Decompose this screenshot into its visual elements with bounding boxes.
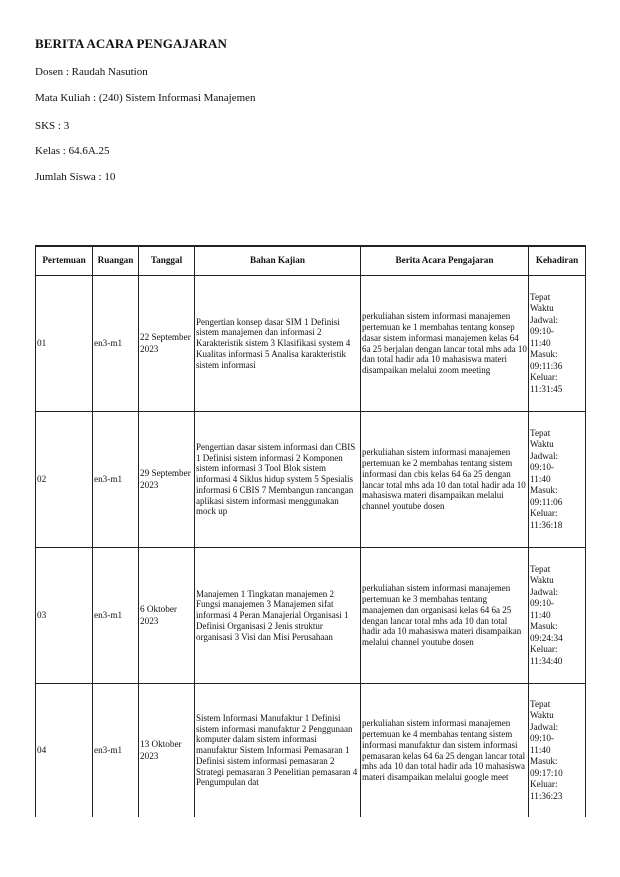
cell-kehadiran <box>529 412 586 548</box>
cell-ruangan: en3-m1 <box>93 276 139 412</box>
table-row <box>36 412 586 548</box>
kehadiran-line: Keluar: <box>530 779 558 790</box>
kehadiran-line: Masuk: <box>530 349 558 360</box>
cell-berita-acara: perkuliahan sistem informasi manajemen pertemuan ke 1 membahas tentang konsep dasar sistem informasi manajemen kelas 64 6a 25 berjalan dengan lancar total mhs ada 10 dan total hadir ada 10 mahasiswa materi disampaikan melalui zoom meeting <box>361 276 529 412</box>
kehadiran-line: Keluar: <box>530 508 558 519</box>
cell-pertemuan: 04 <box>36 684 93 818</box>
kehadiran-line: 11:34:40 <box>530 655 563 666</box>
cell-kehadiran <box>529 684 586 818</box>
cell-tanggal: 13 Oktober 2023 <box>139 684 195 818</box>
cell-pertemuan: 03 <box>36 548 93 684</box>
kehadiran-line: Jadwal: <box>530 586 559 597</box>
kehadiran-line: Waktu <box>530 710 554 721</box>
cell-berita-acara: perkuliahan sistem informasi manajemen pertemuan ke 4 membahas tentang sistem informasi manufaktur dan sistem informasi pemasaran kelas 64 6a 25 dengan lancar total mhs ada 10 dan total hadir ada 10 mahasiswa materi disampaikan melalui google meet <box>361 684 529 818</box>
table-row <box>36 684 586 818</box>
berita-acara-table <box>35 245 586 817</box>
kehadiran-line: Masuk: <box>530 756 558 767</box>
kehadiran-line: 11:31:45 <box>530 383 563 394</box>
cell-bahan-kajian: Pengertian konsep dasar SIM 1 Definisi sistem manajemen dan informasi 2 Karakteristik sistem 3 Klasifikasi system 4 Kualitas informasi 5 Analisa karakteristik sistem informasi <box>195 276 361 412</box>
kehadiran-line: 09:10- <box>530 326 554 337</box>
cell-pertemuan: 01 <box>36 276 93 412</box>
kehadiran-line: 09:11:36 <box>530 360 563 371</box>
kehadiran-line: Keluar: <box>530 372 558 383</box>
cell-berita-acara: perkuliahan sistem informasi manajemen pertemuan ke 2 membahas tentang sistem informasi dan cbis kelas 64 6a 25 dengan lancar total mhs ada 10 dan total hadir ada 10 mahasiswa materi disampaikan melalui channel youtube dosen <box>361 412 529 548</box>
document-title: BERITA ACARA PENGAJARAN <box>35 36 228 51</box>
kehadiran-line: Waktu <box>530 303 554 314</box>
kehadiran-line: 09:17:10 <box>530 767 563 778</box>
cell-bahan-kajian: Pengertian dasar sistem informasi dan CBIS 1 Definisi sistem informasi 2 Komponen sistem informasi 3 Tool Blok sistem informasi 4 Siklus hidup system 5 Spesialis informasi 6 CBIS 7 Membangun rancangan aplikasi sistem informasi menggunakan mock up <box>195 412 361 548</box>
kehadiran-line: Waktu <box>530 575 554 586</box>
kehadiran-line: Jadwal: <box>530 721 559 732</box>
cell-bahan-kajian: Manajemen 1 Tingkatan manajemen 2 Fungsi manajemen 3 Manajemen sifat informasi 4 Peran Manajerial Organisasi 1 Definisi Organisasi 2 Jenis struktur organisasi 3 Visi dan Misi Perusahaan <box>195 548 361 684</box>
header-berita-acara: Berita Acara Pengajaran <box>361 246 529 276</box>
header-kehadiran: Kehadiran <box>529 246 586 276</box>
kehadiran-line: 11:36:18 <box>530 519 563 530</box>
kehadiran-line: 09:10- <box>530 733 554 744</box>
cell-pertemuan: 02 <box>36 412 93 548</box>
kehadiran-line: Keluar: <box>530 644 558 655</box>
kehadiran-line: 11:40 <box>530 744 551 755</box>
cell-tanggal: 22 September 2023 <box>139 276 195 412</box>
cell-kehadiran <box>529 548 586 684</box>
header-ruangan: Ruangan <box>93 246 139 276</box>
dosen-info: Dosen : Raudah Nasution <box>35 66 148 78</box>
kehadiran-line: 09:11:06 <box>530 496 563 507</box>
cell-ruangan: en3-m1 <box>93 412 139 548</box>
kehadiran-line: 11:40 <box>530 473 551 484</box>
cell-ruangan: en3-m1 <box>93 684 139 818</box>
table-row <box>36 276 586 412</box>
kehadiran-line: 09:10- <box>530 598 554 609</box>
header-bahan-kajian: Bahan Kajian <box>195 246 361 276</box>
jumlah-siswa-info: Jumlah Siswa : 10 <box>35 171 116 183</box>
mata-kuliah-info: Mata Kuliah : (240) Sistem Informasi Manajemen <box>35 92 256 104</box>
kehadiran-line: Masuk: <box>530 485 558 496</box>
kehadiran-line: Jadwal: <box>530 450 559 461</box>
kehadiran-line: Tepat <box>530 291 551 302</box>
kehadiran-line: Tepat <box>530 563 551 574</box>
table-header-row <box>36 246 586 276</box>
table-row <box>36 548 586 684</box>
header-pertemuan: Pertemuan <box>36 246 93 276</box>
cell-berita-acara: perkuliahan sistem informasi manajemen pertemuan ke 3 membahas tentang manajemen dan organisasi kelas 64 6a 25 dengan lancar total mhs ada 10 dan total hadir ada 10 mahasiswa materi disampaikan melalui channel youtube dosen <box>361 548 529 684</box>
kehadiran-line: Waktu <box>530 439 554 450</box>
kehadiran-line: 11:40 <box>530 337 551 348</box>
kehadiran-line: Tepat <box>530 698 551 709</box>
cell-tanggal: 6 Oktober 2023 <box>139 548 195 684</box>
kehadiran-line: Masuk: <box>530 621 558 632</box>
cell-kehadiran <box>529 276 586 412</box>
kehadiran-line: 11:36:23 <box>530 790 563 801</box>
kehadiran-line: Tepat <box>530 427 551 438</box>
sks-info: SKS : 3 <box>35 120 70 132</box>
cell-ruangan: en3-m1 <box>93 548 139 684</box>
kehadiran-line: 11:40 <box>530 609 551 620</box>
kelas-info: Kelas : 64.6A.25 <box>35 145 110 157</box>
header-tanggal: Tanggal <box>139 246 195 276</box>
kehadiran-line: 09:24:34 <box>530 632 563 643</box>
kehadiran-line: Jadwal: <box>530 314 559 325</box>
kehadiran-line: 09:10- <box>530 462 554 473</box>
cell-tanggal: 29 September 2023 <box>139 412 195 548</box>
cell-bahan-kajian: Sistem Informasi Manufaktur 1 Definisi sistem informasi manufaktur 2 Penggunaan komputer dalam sistem informasi manufaktur Sistem Informasi Pemasaran 1 Definisi sistem informasi pemasaran 2 Strategi pemasaran 3 Penelitian pemasaran 4 Pengumpulan dat <box>195 684 361 818</box>
